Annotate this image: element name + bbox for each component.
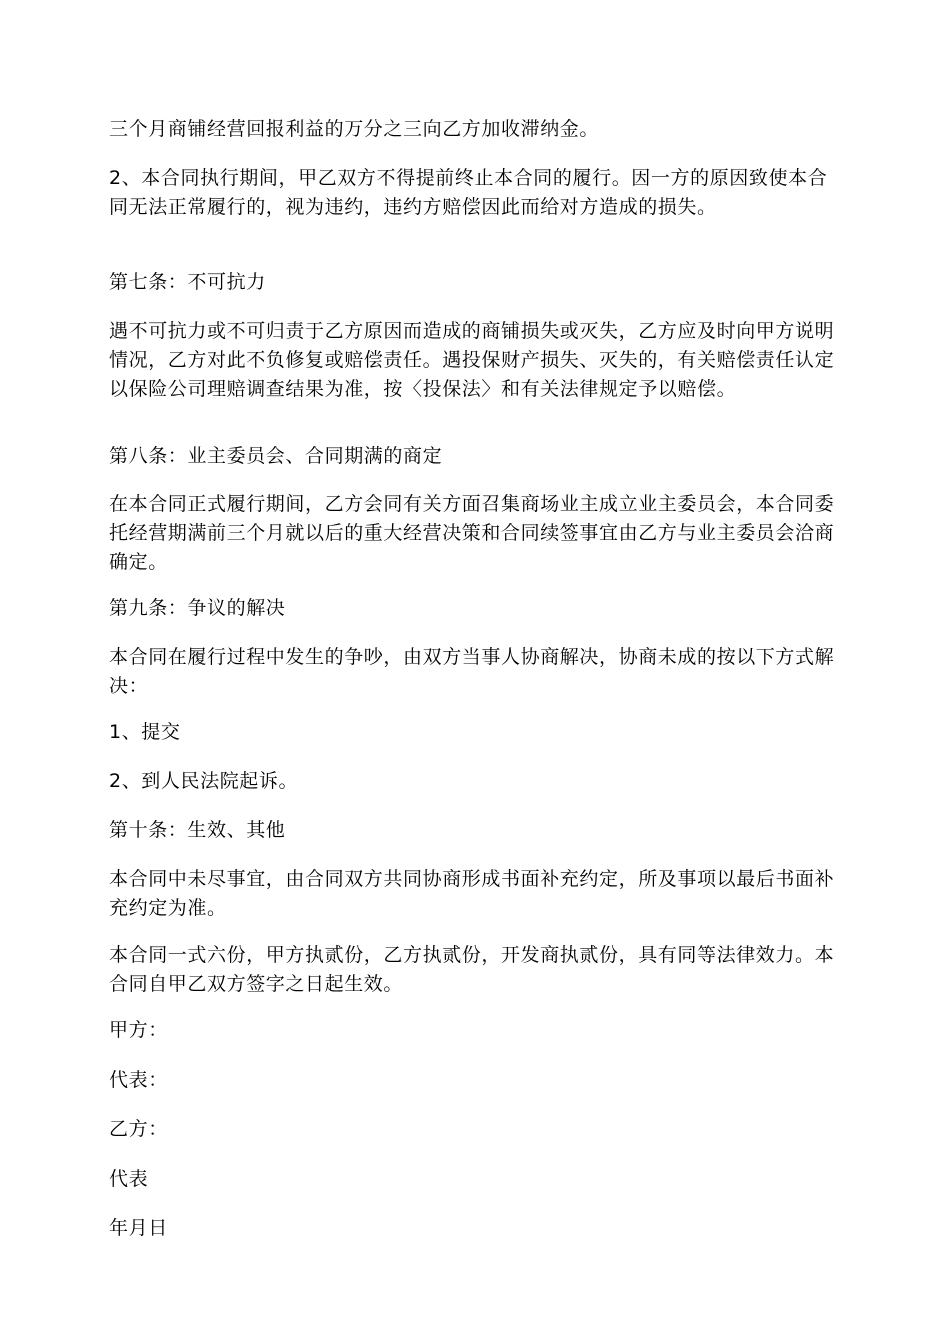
paragraph-supplementary-agreement: 本合同中未尽事宜，由合同双方共同协商形成书面补充约定，所及事项以最后书面补充约定为准。 xyxy=(109,868,835,919)
signature-date: 年月日 xyxy=(109,1217,168,1239)
heading-article-8: 第八条：业主委员会、合同期满的商定 xyxy=(109,445,443,467)
heading-article-7: 第七条：不可抗力 xyxy=(109,271,266,293)
list-item-submit: 1、提交 xyxy=(109,721,181,743)
heading-article-10: 第十条：生效、其他 xyxy=(109,819,286,841)
signature-representative-a: 代表： xyxy=(109,1069,168,1091)
signature-party-b: 乙方： xyxy=(109,1118,168,1140)
paragraph-owners-committee: 在本合同正式履行期间，乙方会同有关方面召集商场业主成立业主委员会，本合同委托经营期满前三个月就以后的重大经营决策和合同续签事宜由乙方与业主委员会洽商确定。 xyxy=(109,493,835,573)
signature-representative-b: 代表 xyxy=(109,1168,149,1190)
paragraph-copies-effect: 本合同一式六份，甲方执贰份，乙方执贰份，开发商执贰份，具有同等法律效力。本合同自甲乙双方签字之日起生效。 xyxy=(109,944,835,995)
signature-party-a: 甲方： xyxy=(109,1019,168,1041)
list-item-court: 2、到人民法院起诉。 xyxy=(109,770,299,792)
paragraph-no-early-termination: 2、本合同执行期间，甲乙双方不得提前终止本合同的履行。因一方的原因致使本合同无法正常履行的，视为违约，违约方赔偿因此而给对方造成的损失。 xyxy=(109,167,828,218)
paragraph-dispute-resolution: 本合同在履行过程中发生的争吵，由双方当事人协商解决，协商未成的按以下方式解决： xyxy=(109,646,835,697)
heading-article-9: 第九条：争议的解决 xyxy=(109,597,286,619)
paragraph-force-majeure: 遇不可抗力或不可归责于乙方原因而造成的商铺损失或灭失，乙方应及时向甲方说明情况，乙方对此不负修复或赔偿责任。遇投保财产损失、灭失的，有关赔偿责任认定以保险公司理赔调查结果为准，按〈投保法〉和有关法律规定予以赔偿。 xyxy=(109,320,835,400)
paragraph-late-fee: 三个月商铺经营回报利益的万分之三向乙方加收滞纳金。 xyxy=(109,118,600,140)
